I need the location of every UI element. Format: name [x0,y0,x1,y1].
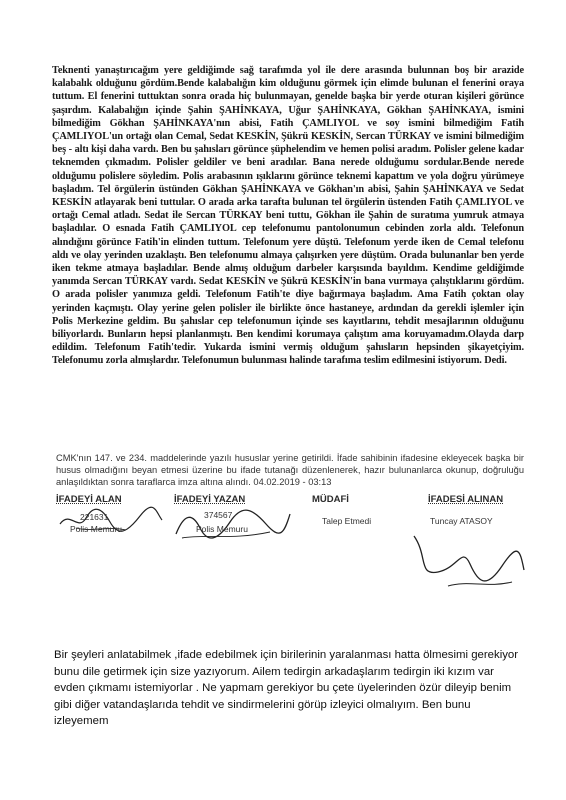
appended-statement [54,647,524,730]
statement-body [52,64,524,368]
signature-block [56,494,526,614]
signature-role: İFADEYİ ALAN [56,494,122,505]
handwritten-signature-4 [408,526,528,596]
signature-ifadeyi-yazan [174,494,284,534]
signature-id: 221631 [80,512,109,522]
statement-paragraph: Teknenti yanaştırıcağım yere geldiğimde sağ tarafımda yol ile dere arasında bulunnan boş bir arazide kalabalık olduğunu gördüm.Bende kalabalığın kim olduğunu görmek için elimde bulunan el fenerini oraya tuttum. El fenerini tuttuktan sonra orada hiç bulunmayan, genelde başka bir yerde oturan kişileri görünce şaşırdım. Kalabalığın içinde Şahin ŞAHİNKAYA, Uğur ŞAHİNKAYA, Gökhan ŞAHİNKAYA, ismini bilmediğim Gökhan ŞAHİNKAYA'nın abisi, Fatih ÇAMLIYOL ve soy ismini bilmediğim Fatih ÇAMLIYOL'un ortağı olan Cemal, Sedat KESKİN, Şükrü KESKİN, Sercan TÜRKAY ve ismini bilmediğim beş - altı kişi daha vardı. Ben bu şahısları görünce şüphelendim ve hemen polisi aradım. Polisler gelene kadar teknemden çıkmadım. Polisler geldiler ve beni aradılar. Bana nerede olduğumu sordular.Bende nerede olduğumu polislere söyledim. Polis arabasının ışıklarını görünce teknemi kapattım ve yola doğru yürümeye başladım. Tel örgülerin üstünden Gökhan ŞAHİNKAYA ve Gökhan'ın abisi, Şahin ŞAHİNKAYA ve Sedat KESKİN atlayarak beni tuttular. O arada arka tarafta bulunan tel örgülerin üstenden Fatih ÇAMLIYOL ve ortağı Cemal atladı. Sedat ile Sercan TÜRKAY beni tuttu, Gökhan ile Şahin de suratıma yumruk atmaya başladılar. O esnada Fatih ÇAMLIYOL cep telefonumu pantolonumun cebinden zorla aldı. Telefonun alındığını görünce Fatih'in elinden tuttum. Telefonum yere düştü. Telefonum yerde iken de Cemal telefonu aldı ve olay yerinden uzaklaştı. Ben telefonumu almaya çalışırken yere düştüm. Orada bulunanlar ben yerde iken tekme atmaya başladılar. Bende almış olduğum darbeler karşısında bayıldım. Kendime geldiğimde yanımda Sercan TÜRKAY vardı. Sedat KESKİN ve Şükrü KESKİN'in bana vurmaya çalıştıklarını gördüm. O arada polisler yanımıza geldi. Telefonum Fatih'te diye bağırmaya başladım. Ama Fatih çoktan olay yerinden kaçmıştı. Olay yerine gelen polisler ile birlikte önce hastaneye, ardından da gerekli işlemler için Polis Merkezine geldim. Bu şahıslar cep telefonumun içinde ses kayıtlarını, tehdit mesajlarının olduğunu biliyorlardı. Bunların hepsi planlanmıştı. Ben kendimi korumaya çalıştım ama koruyamadım.Olayda darp edildim. Telefonum Fatih'tedir. Yukarda ismini vermiş olduğum şahısların hepsinden şikayetçiyim. Telefonumu zorla almışlardır. Telefonumun bulunması halinde tarafıma teslim edilmesini istiyorum. Dedi. [52,65,524,367]
signature-id: 374567 [204,510,233,520]
signature-ifadesi-alinan [428,494,528,526]
signature-title: Polis Memuru [70,524,122,534]
signature-mudafi [312,494,412,526]
signature-name: Talep Etmedi [322,516,372,526]
cmk-note [56,452,524,489]
signature-title: Polis Memuru [196,524,248,534]
signature-ifadeyi-alan [56,494,166,534]
signature-role: İFADESİ ALINAN [428,494,504,505]
signature-role: MÜDAFİ [312,494,349,505]
signature-role: İFADEYİ YAZAN [174,494,246,505]
appended-text: Bir şeyleri anlatabilmek ,ifade edebilmek için birilerinin yaralanması hatta ölmesimi gerekiyor bunu dile getirmek için size yazıyorum. Ailem tedirgin arkadaşlarım tedirgin iki kızım var evden çıkmamı istemiyorlar . Ne yapmam gerekiyor bu çete üyelerinden özür dileyip benim gibi diğer vatandaşlarıda tehdit ve sindirmelerini görüp izleyici olmalıyım. Ben bunu izleyemem [54,649,519,728]
cmk-note-text: CMK'nın 147. ve 234. maddelerinde yazılı hususlar yerine getirildi. İfade sahibinin ifadesine ekleyecek başka bir husus olmadığını beyan etmesi üzerine bu ifade tutanağı düzenlenerek, hazır bulunanlarca okunup, doğruluğu anlaşıldıktan sonra taraflarca imza altına alındı. 04.02.2019 - 03:13 [56,453,524,488]
signature-name: Tuncay ATASOY [430,516,493,526]
